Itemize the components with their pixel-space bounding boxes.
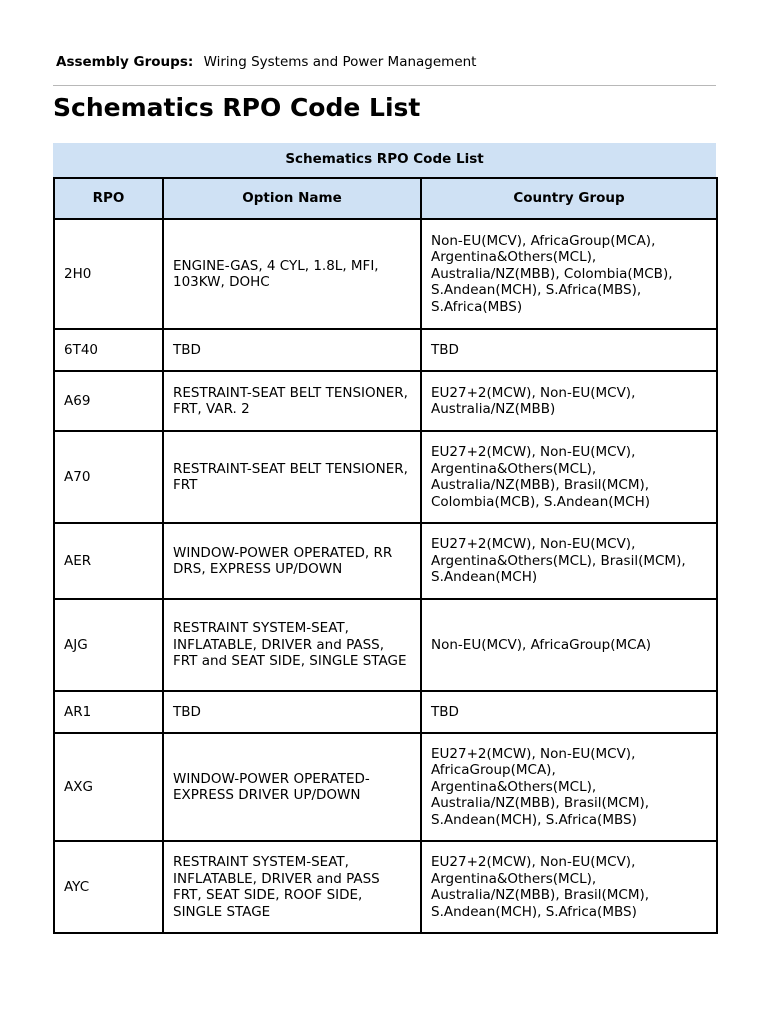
rpo-cell: AXG: [54, 733, 163, 841]
table-row: [54, 691, 717, 733]
rpo-cell: AJG: [54, 599, 163, 691]
option-name-cell: TBD: [163, 329, 421, 371]
table-row: [54, 431, 717, 523]
rpo-cell: 2H0: [54, 219, 163, 329]
country-group-cell: EU27+2(MCW), Non-EU(MCV), AfricaGroup(MCA), Argentina&Others(MCL), Australia/NZ(MBB), Brasil(MCM), S.Andean(MCH), S.Africa(MBS): [421, 733, 717, 841]
country-group-cell: TBD: [421, 691, 717, 733]
option-name-cell: RESTRAINT-SEAT BELT TENSIONER, FRT: [163, 431, 421, 523]
country-group-cell: EU27+2(MCW), Non-EU(MCV), Argentina&Others(MCL), Brasil(MCM), S.Andean(MCH): [421, 523, 717, 599]
table-row: [54, 841, 717, 933]
column-header-option-name: Option Name: [163, 178, 421, 219]
country-group-cell: TBD: [421, 329, 717, 371]
country-group-cell: EU27+2(MCW), Non-EU(MCV), Argentina&Others(MCL), Australia/NZ(MBB), Brasil(MCM), Colombia(MCB), S.Andean(MCH): [421, 431, 717, 523]
rpo-cell: AER: [54, 523, 163, 599]
table-header-row: [54, 178, 717, 219]
option-name-cell: RESTRAINT-SEAT BELT TENSIONER, FRT, VAR. 2: [163, 371, 421, 431]
country-group-cell: EU27+2(MCW), Non-EU(MCV), Argentina&Others(MCL), Australia/NZ(MBB), Brasil(MCM), S.Andean(MCH), S.Africa(MBS): [421, 841, 717, 933]
table-row: [54, 371, 717, 431]
column-header-country-group: Country Group: [421, 178, 717, 219]
table-row: [54, 523, 717, 599]
breadcrumb-value: Wiring Systems and Power Management: [203, 54, 477, 70]
option-name-cell: ENGINE-GAS, 4 CYL, 1.8L, MFI, 103KW, DOHC: [163, 219, 421, 329]
rpo-cell: 6T40: [54, 329, 163, 371]
table-row: [54, 599, 717, 691]
option-name-cell: WINDOW-POWER OPERATED-EXPRESS DRIVER UP/DOWN: [163, 733, 421, 841]
option-name-cell: WINDOW-POWER OPERATED, RR DRS, EXPRESS UP/DOWN: [163, 523, 421, 599]
rpo-code-table: [53, 177, 718, 934]
table-row: [54, 219, 717, 329]
rpo-cell: A70: [54, 431, 163, 523]
breadcrumb-label: Assembly Groups:: [56, 54, 194, 70]
country-group-cell: Non-EU(MCV), AfricaGroup(MCA): [421, 599, 717, 691]
rpo-cell: AR1: [54, 691, 163, 733]
country-group-cell: Non-EU(MCV), AfricaGroup(MCA), Argentina&Others(MCL), Australia/NZ(MBB), Colombia(MCB), S.Andean(MCH), S.Africa(MBS), S.Africa(MBS): [421, 219, 717, 329]
table-caption: Schematics RPO Code List: [53, 143, 716, 177]
option-name-cell: RESTRAINT SYSTEM-SEAT, INFLATABLE, DRIVER and PASS, FRT and SEAT SIDE, SINGLE STAGE: [163, 599, 421, 691]
page-title: Schematics RPO Code List: [53, 93, 421, 122]
column-header-rpo: RPO: [54, 178, 163, 219]
rpo-cell: AYC: [54, 841, 163, 933]
rpo-cell: A69: [54, 371, 163, 431]
table-row: [54, 329, 717, 371]
country-group-cell: EU27+2(MCW), Non-EU(MCV), Australia/NZ(MBB): [421, 371, 717, 431]
option-name-cell: RESTRAINT SYSTEM-SEAT, INFLATABLE, DRIVER and PASS FRT, SEAT SIDE, ROOF SIDE, SINGLE STAGE: [163, 841, 421, 933]
header-divider: [53, 85, 716, 86]
breadcrumb: [56, 54, 476, 70]
option-name-cell: TBD: [163, 691, 421, 733]
table-row: [54, 733, 717, 841]
